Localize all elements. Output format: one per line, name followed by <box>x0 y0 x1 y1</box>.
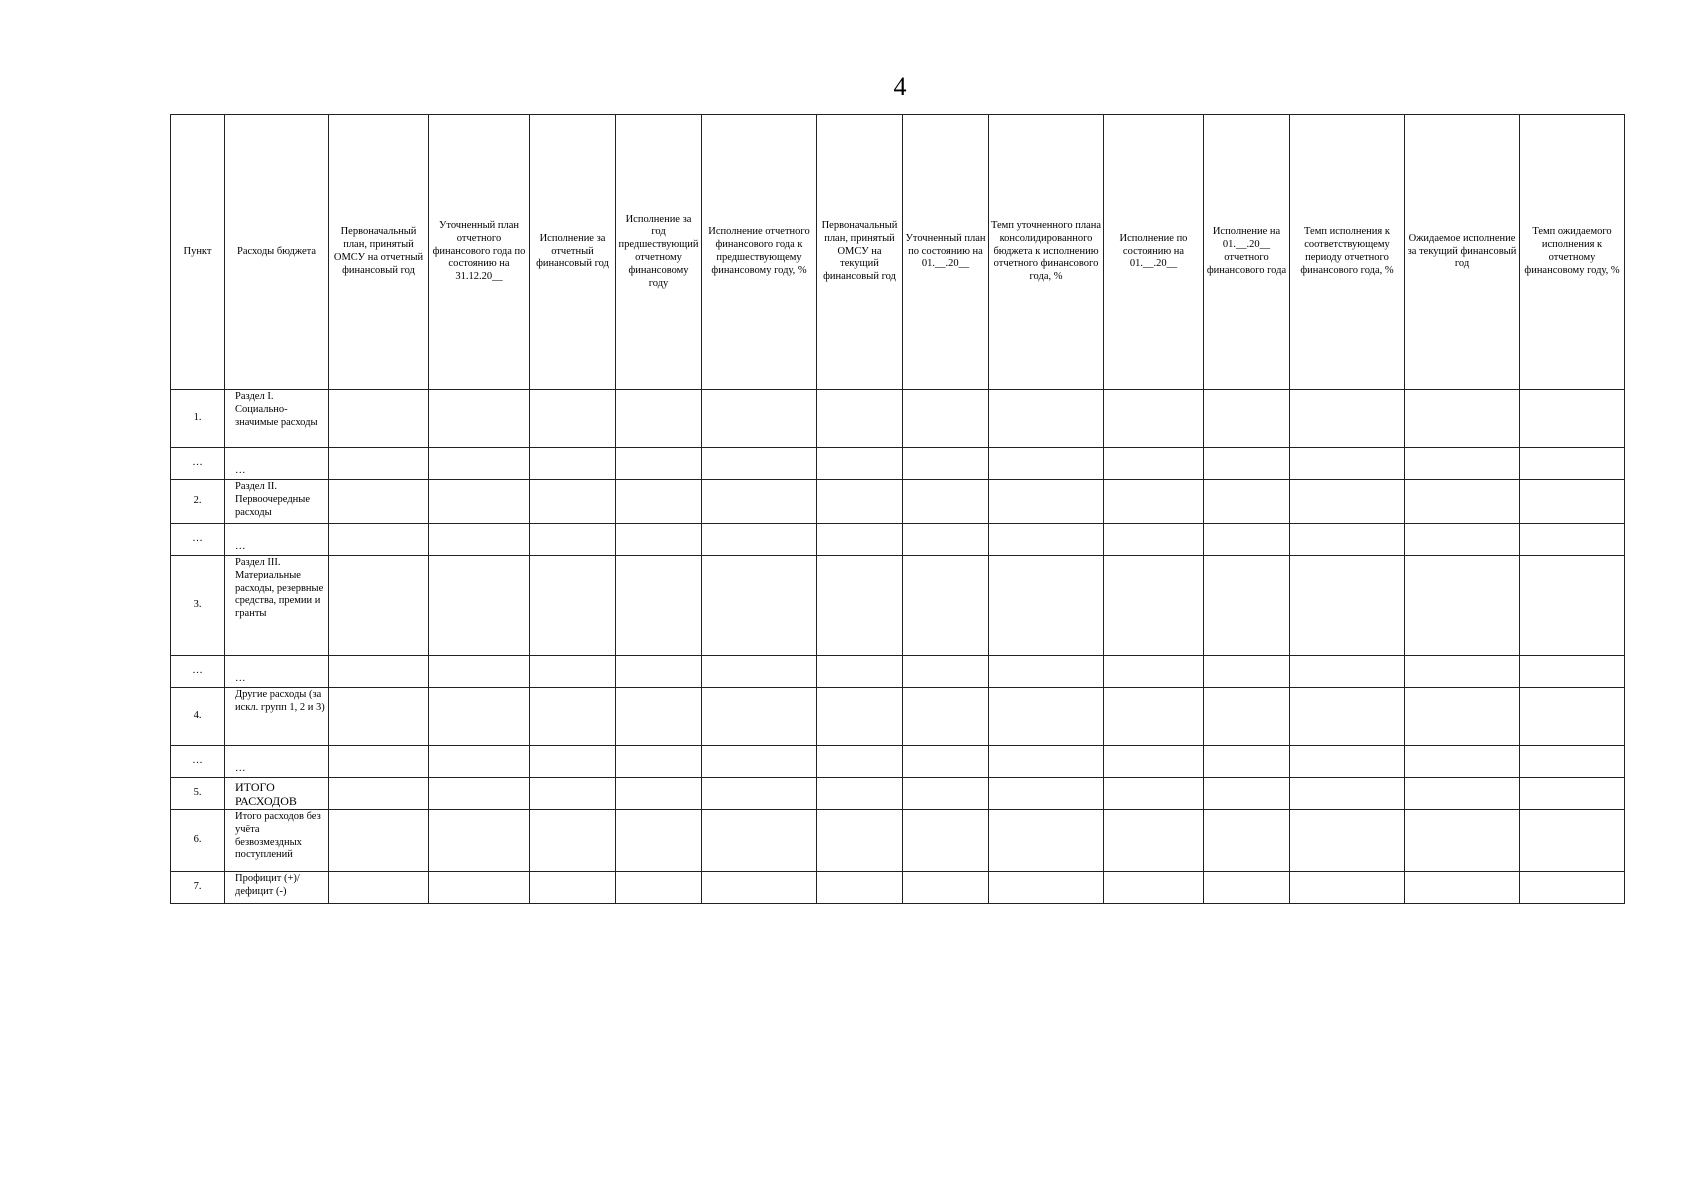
column-header: Пункт <box>171 115 225 390</box>
empty-value-cell <box>1290 688 1405 746</box>
empty-value-cell <box>702 656 817 688</box>
empty-value-cell <box>1204 480 1290 524</box>
empty-value-cell <box>1204 556 1290 656</box>
empty-value-cell <box>903 556 989 656</box>
row-number-cell: … <box>171 448 225 480</box>
empty-value-cell <box>903 656 989 688</box>
empty-value-cell <box>1520 524 1625 556</box>
empty-value-cell <box>429 524 530 556</box>
column-header: Ожидаемое исполнение за текущий финансовый год <box>1405 115 1520 390</box>
empty-value-cell <box>1104 448 1204 480</box>
empty-value-cell <box>616 688 702 746</box>
empty-value-cell <box>1405 688 1520 746</box>
empty-value-cell <box>903 448 989 480</box>
row-number-cell: 1. <box>171 390 225 448</box>
column-header: Исполнение на 01.__.20__ отчетного финансового года <box>1204 115 1290 390</box>
empty-value-cell <box>702 872 817 904</box>
empty-value-cell <box>1520 448 1625 480</box>
empty-value-cell <box>616 872 702 904</box>
empty-value-cell <box>1104 556 1204 656</box>
table-row <box>171 480 1625 524</box>
empty-value-cell <box>702 810 817 872</box>
table-row <box>171 810 1625 872</box>
row-number-cell: 2. <box>171 480 225 524</box>
empty-value-cell <box>817 556 903 656</box>
expense-name-cell: Итого расходов без учёта безвозмездных поступлений <box>225 810 329 872</box>
row-number-cell: 3. <box>171 556 225 656</box>
empty-value-cell <box>429 872 530 904</box>
empty-value-cell <box>989 872 1104 904</box>
empty-value-cell <box>903 524 989 556</box>
empty-value-cell <box>817 656 903 688</box>
empty-value-cell <box>702 556 817 656</box>
column-header: Темп ожидаемого исполнения к отчетному финансовому году, % <box>1520 115 1625 390</box>
empty-value-cell <box>616 556 702 656</box>
empty-value-cell <box>702 448 817 480</box>
empty-value-cell <box>1405 524 1520 556</box>
empty-value-cell <box>530 480 616 524</box>
expense-name-cell: Раздел II. Первоочередные расходы <box>225 480 329 524</box>
empty-value-cell <box>530 524 616 556</box>
empty-value-cell <box>616 524 702 556</box>
column-header: Исполнение за отчетный финансовый год <box>530 115 616 390</box>
empty-value-cell <box>530 556 616 656</box>
empty-value-cell <box>903 778 989 810</box>
empty-value-cell <box>329 688 429 746</box>
empty-value-cell <box>1204 746 1290 778</box>
expense-name-cell: Раздел I. Социально-значимые расходы <box>225 390 329 448</box>
column-header: Темп исполнения к соответствующему периоду отчетного финансового года, % <box>1290 115 1405 390</box>
table-header-row <box>171 115 1625 390</box>
row-number-cell: 7. <box>171 872 225 904</box>
table-row <box>171 556 1625 656</box>
empty-value-cell <box>1290 448 1405 480</box>
empty-value-cell <box>1405 448 1520 480</box>
empty-value-cell <box>989 556 1104 656</box>
empty-value-cell <box>329 656 429 688</box>
empty-value-cell <box>616 810 702 872</box>
empty-value-cell <box>1290 556 1405 656</box>
empty-value-cell <box>817 778 903 810</box>
empty-value-cell <box>989 688 1104 746</box>
column-header: Первоначальный план, принятый ОМСУ на текущий финансовый год <box>817 115 903 390</box>
empty-value-cell <box>1104 872 1204 904</box>
empty-value-cell <box>989 778 1104 810</box>
empty-value-cell <box>1405 746 1520 778</box>
empty-value-cell <box>329 872 429 904</box>
column-header: Исполнение за год предшествующий отчетному финансовому году <box>616 115 702 390</box>
empty-value-cell <box>1520 746 1625 778</box>
empty-value-cell <box>1290 810 1405 872</box>
empty-value-cell <box>702 688 817 746</box>
empty-value-cell <box>1204 810 1290 872</box>
empty-value-cell <box>817 524 903 556</box>
empty-value-cell <box>530 872 616 904</box>
empty-value-cell <box>989 480 1104 524</box>
empty-value-cell <box>1520 872 1625 904</box>
empty-value-cell <box>616 448 702 480</box>
empty-value-cell <box>429 778 530 810</box>
expense-name-cell: … <box>225 656 329 688</box>
empty-value-cell <box>429 810 530 872</box>
empty-value-cell <box>1405 778 1520 810</box>
empty-value-cell <box>1520 390 1625 448</box>
empty-value-cell <box>1290 746 1405 778</box>
empty-value-cell <box>530 688 616 746</box>
column-header: Исполнение по состоянию на 01.__.20__ <box>1104 115 1204 390</box>
empty-value-cell <box>1520 480 1625 524</box>
empty-value-cell <box>1405 390 1520 448</box>
empty-value-cell <box>1104 656 1204 688</box>
empty-value-cell <box>329 448 429 480</box>
empty-value-cell <box>1405 556 1520 656</box>
row-number-cell: … <box>171 746 225 778</box>
empty-value-cell <box>429 556 530 656</box>
expense-name-cell: … <box>225 746 329 778</box>
column-header: Уточненный план по состоянию на 01.__.20__ <box>903 115 989 390</box>
empty-value-cell <box>429 746 530 778</box>
empty-value-cell <box>530 810 616 872</box>
empty-value-cell <box>1204 872 1290 904</box>
empty-value-cell <box>1520 810 1625 872</box>
empty-value-cell <box>530 390 616 448</box>
empty-value-cell <box>1520 656 1625 688</box>
expense-name-cell: ИТОГО РАСХОДОВ <box>225 778 329 810</box>
empty-value-cell <box>903 746 989 778</box>
table-row <box>171 688 1625 746</box>
empty-value-cell <box>329 778 429 810</box>
empty-value-cell <box>1405 656 1520 688</box>
table-row <box>171 656 1625 688</box>
empty-value-cell <box>1104 778 1204 810</box>
empty-value-cell <box>530 778 616 810</box>
empty-value-cell <box>702 778 817 810</box>
table-row <box>171 746 1625 778</box>
empty-value-cell <box>989 390 1104 448</box>
column-header: Уточненный план отчетного финансового года по состоянию на 31.12.20__ <box>429 115 530 390</box>
empty-value-cell <box>989 810 1104 872</box>
table-row <box>171 872 1625 904</box>
row-number-cell: … <box>171 524 225 556</box>
empty-value-cell <box>616 778 702 810</box>
empty-value-cell <box>329 556 429 656</box>
table-row <box>171 524 1625 556</box>
empty-value-cell <box>1104 390 1204 448</box>
empty-value-cell <box>817 448 903 480</box>
empty-value-cell <box>429 480 530 524</box>
empty-value-cell <box>817 390 903 448</box>
empty-value-cell <box>903 810 989 872</box>
table-row <box>171 448 1625 480</box>
empty-value-cell <box>989 746 1104 778</box>
empty-value-cell <box>903 872 989 904</box>
empty-value-cell <box>702 390 817 448</box>
row-number-cell: … <box>171 656 225 688</box>
empty-value-cell <box>329 810 429 872</box>
empty-value-cell <box>1290 656 1405 688</box>
empty-value-cell <box>329 746 429 778</box>
column-header: Расходы бюджета <box>225 115 329 390</box>
empty-value-cell <box>530 746 616 778</box>
empty-value-cell <box>1290 480 1405 524</box>
row-number-cell: 4. <box>171 688 225 746</box>
expense-name-cell: … <box>225 524 329 556</box>
empty-value-cell <box>817 746 903 778</box>
empty-value-cell <box>1405 810 1520 872</box>
empty-value-cell <box>1520 778 1625 810</box>
empty-value-cell <box>817 688 903 746</box>
empty-value-cell <box>329 390 429 448</box>
empty-value-cell <box>817 480 903 524</box>
empty-value-cell <box>530 448 616 480</box>
expense-name-cell: Профицит (+)/дефицит (-) <box>225 872 329 904</box>
empty-value-cell <box>903 480 989 524</box>
empty-value-cell <box>1290 524 1405 556</box>
empty-value-cell <box>1104 810 1204 872</box>
empty-value-cell <box>1204 656 1290 688</box>
empty-value-cell <box>616 656 702 688</box>
empty-value-cell <box>429 656 530 688</box>
empty-value-cell <box>989 656 1104 688</box>
table-row <box>171 390 1625 448</box>
empty-value-cell <box>989 448 1104 480</box>
empty-value-cell <box>702 480 817 524</box>
empty-value-cell <box>903 390 989 448</box>
empty-value-cell <box>1104 746 1204 778</box>
column-header: Исполнение отчетного финансового года к предшествующему финансовому году, % <box>702 115 817 390</box>
column-header: Темп уточненного плана консолидированного бюджета к исполнению отчетного финансового года, % <box>989 115 1104 390</box>
empty-value-cell <box>1104 480 1204 524</box>
row-number-cell: 6. <box>171 810 225 872</box>
expense-name-cell: Раздел III. Материальные расходы, резервные средства, премии и гранты <box>225 556 329 656</box>
empty-value-cell <box>1104 524 1204 556</box>
empty-value-cell <box>1104 688 1204 746</box>
page-number: 4 <box>893 72 907 101</box>
empty-value-cell <box>1520 688 1625 746</box>
empty-value-cell <box>1204 390 1290 448</box>
empty-value-cell <box>903 688 989 746</box>
budget-expenses-table <box>170 114 1625 904</box>
expense-name-cell: Другие расходы (за искл. групп 1, 2 и 3) <box>225 688 329 746</box>
empty-value-cell <box>1405 480 1520 524</box>
empty-value-cell <box>817 872 903 904</box>
expense-name-cell: … <box>225 448 329 480</box>
empty-value-cell <box>429 390 530 448</box>
empty-value-cell <box>817 810 903 872</box>
empty-value-cell <box>530 656 616 688</box>
row-number-cell: 5. <box>171 778 225 810</box>
empty-value-cell <box>1405 872 1520 904</box>
empty-value-cell <box>616 746 702 778</box>
empty-value-cell <box>329 524 429 556</box>
empty-value-cell <box>1520 556 1625 656</box>
empty-value-cell <box>702 746 817 778</box>
empty-value-cell <box>1204 688 1290 746</box>
empty-value-cell <box>702 524 817 556</box>
empty-value-cell <box>429 448 530 480</box>
empty-value-cell <box>1204 448 1290 480</box>
empty-value-cell <box>329 480 429 524</box>
empty-value-cell <box>989 524 1104 556</box>
empty-value-cell <box>616 390 702 448</box>
column-header: Первоначальный план, принятый ОМСУ на отчетный финансовый год <box>329 115 429 390</box>
empty-value-cell <box>1204 778 1290 810</box>
empty-value-cell <box>1290 872 1405 904</box>
empty-value-cell <box>616 480 702 524</box>
empty-value-cell <box>1204 524 1290 556</box>
empty-value-cell <box>429 688 530 746</box>
empty-value-cell <box>1290 390 1405 448</box>
empty-value-cell <box>1290 778 1405 810</box>
table-row <box>171 778 1625 810</box>
